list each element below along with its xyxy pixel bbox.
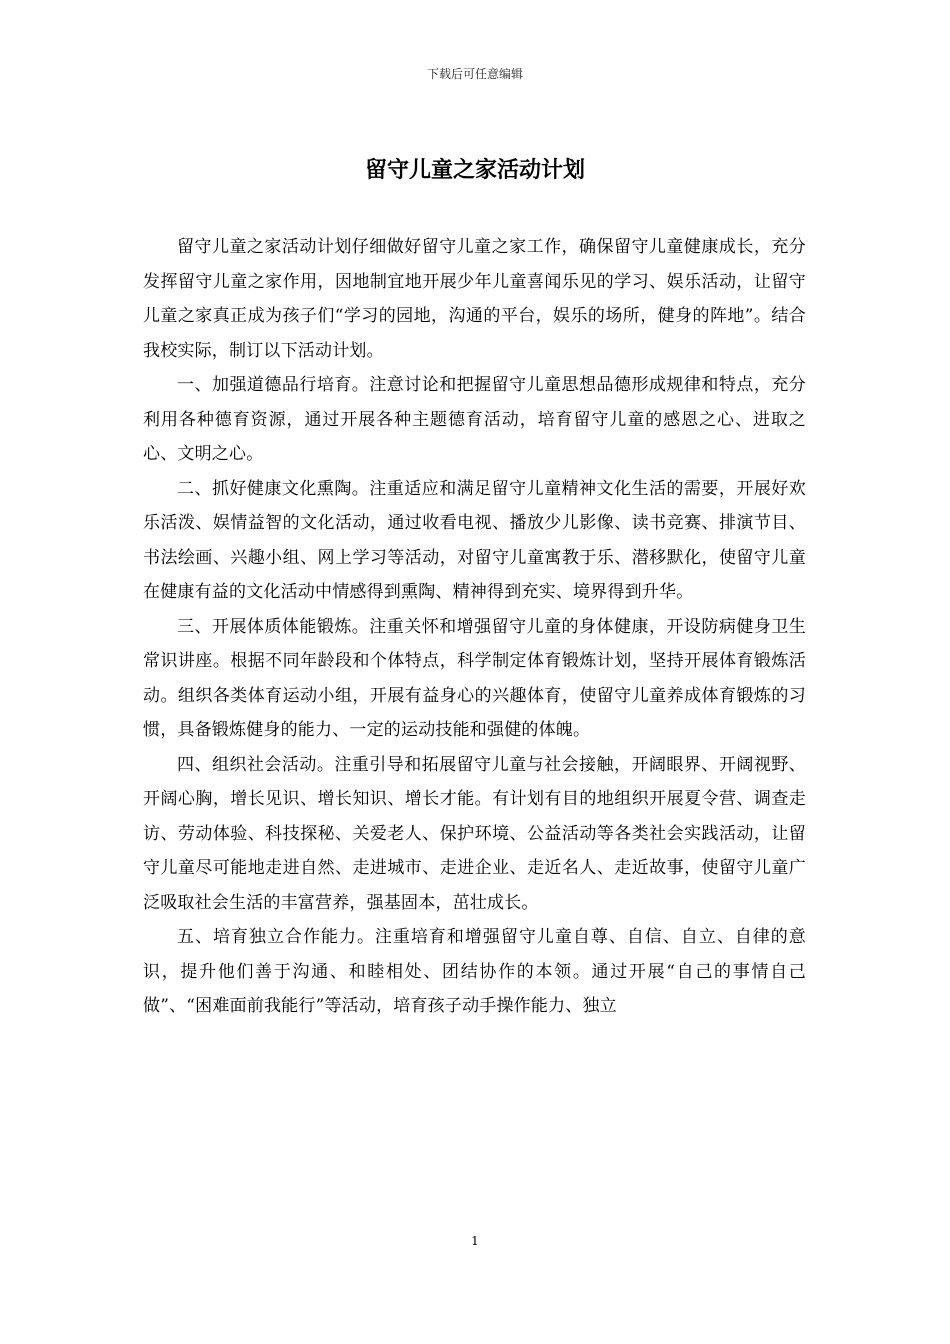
paragraph-section-1: 一、加强道德品行培育。注意讨论和把握留守儿童思想品德形成规律和特点，充分利用各种德育资源，通过开展各种主题德育活动，培育留守儿童的感恩之心、进取之心、文明之心。: [143, 375, 806, 464]
header-note: 下载后可任意编辑: [426, 67, 523, 81]
paragraph-section-3: 三、开展体质体能锻炼。注重关怀和增强留守儿童的身体健康，开设防病健身卫生常识讲座。根据不同年龄段和个体特点，科学制定体育锻炼计划，坚持开展体育锻炼活动。组织各类体育运动小组，开展有益身心的兴趣体育，使留守儿童养成体育锻炼的习惯，具备锻炼健身的能力、一定的运动技能和强健的体魄。: [143, 616, 806, 740]
document-title: 留守儿童之家活动计划: [364, 157, 585, 183]
paragraph-section-4: 四、组织社会活动。注重引导和拓展留守儿童与社会接触，开阔眼界、开阔视野、开阔心胸，增长见识、增长知识、增长才能。有计划有目的地组织开展夏令营、调查走访、劳动体验、科技探秘、关爱老人、保护环境、公益活动等各类社会实践活动，让留守儿童尽可能地走进自然、走进城市、走进企业、走近名人、走近故事，使留守儿童广泛吸取社会生活的丰富营养，强基固本，茁壮成长。: [143, 754, 806, 913]
paragraph-section-5: 五、培育独立合作能力。注重培育和增强留守儿童自尊、自信、自立、自律的意识，提升他们善于沟通、和睦相处、团结协作的本领。通过开展“自己的事情自己做”、“困难面前我能行”等活动，培育孩子动手操作能力、独立: [143, 927, 806, 1016]
page-number: 1: [471, 1234, 479, 1248]
paragraph-intro: 留守儿童之家活动计划仔细做好留守儿童之家工作，确保留守儿童健康成长，充分发挥留守儿童之家作用，因地制宜地开展少年儿童喜闻乐见的学习、娱乐活动，让留守儿童之家真正成为孩子们“学习的园地，沟通的平台，娱乐的场所，健身的阵地”。结合我校实际，制订以下活动计划。: [143, 237, 806, 361]
paragraph-section-2: 二、抓好健康文化熏陶。注重适应和满足留守儿童精神文化生活的需要，开展好欢乐活泼、娱情益智的文化活动，通过收看电视、播放少儿影像、读书竞赛、排演节目、书法绘画、兴趣小组、网上学习等活动，对留守儿童寓教于乐、潜移默化，使留守儿童在健康有益的文化活动中情感得到熏陶、精神得到充实、境界得到升华。: [143, 478, 806, 602]
document-body: [143, 230, 806, 1024]
